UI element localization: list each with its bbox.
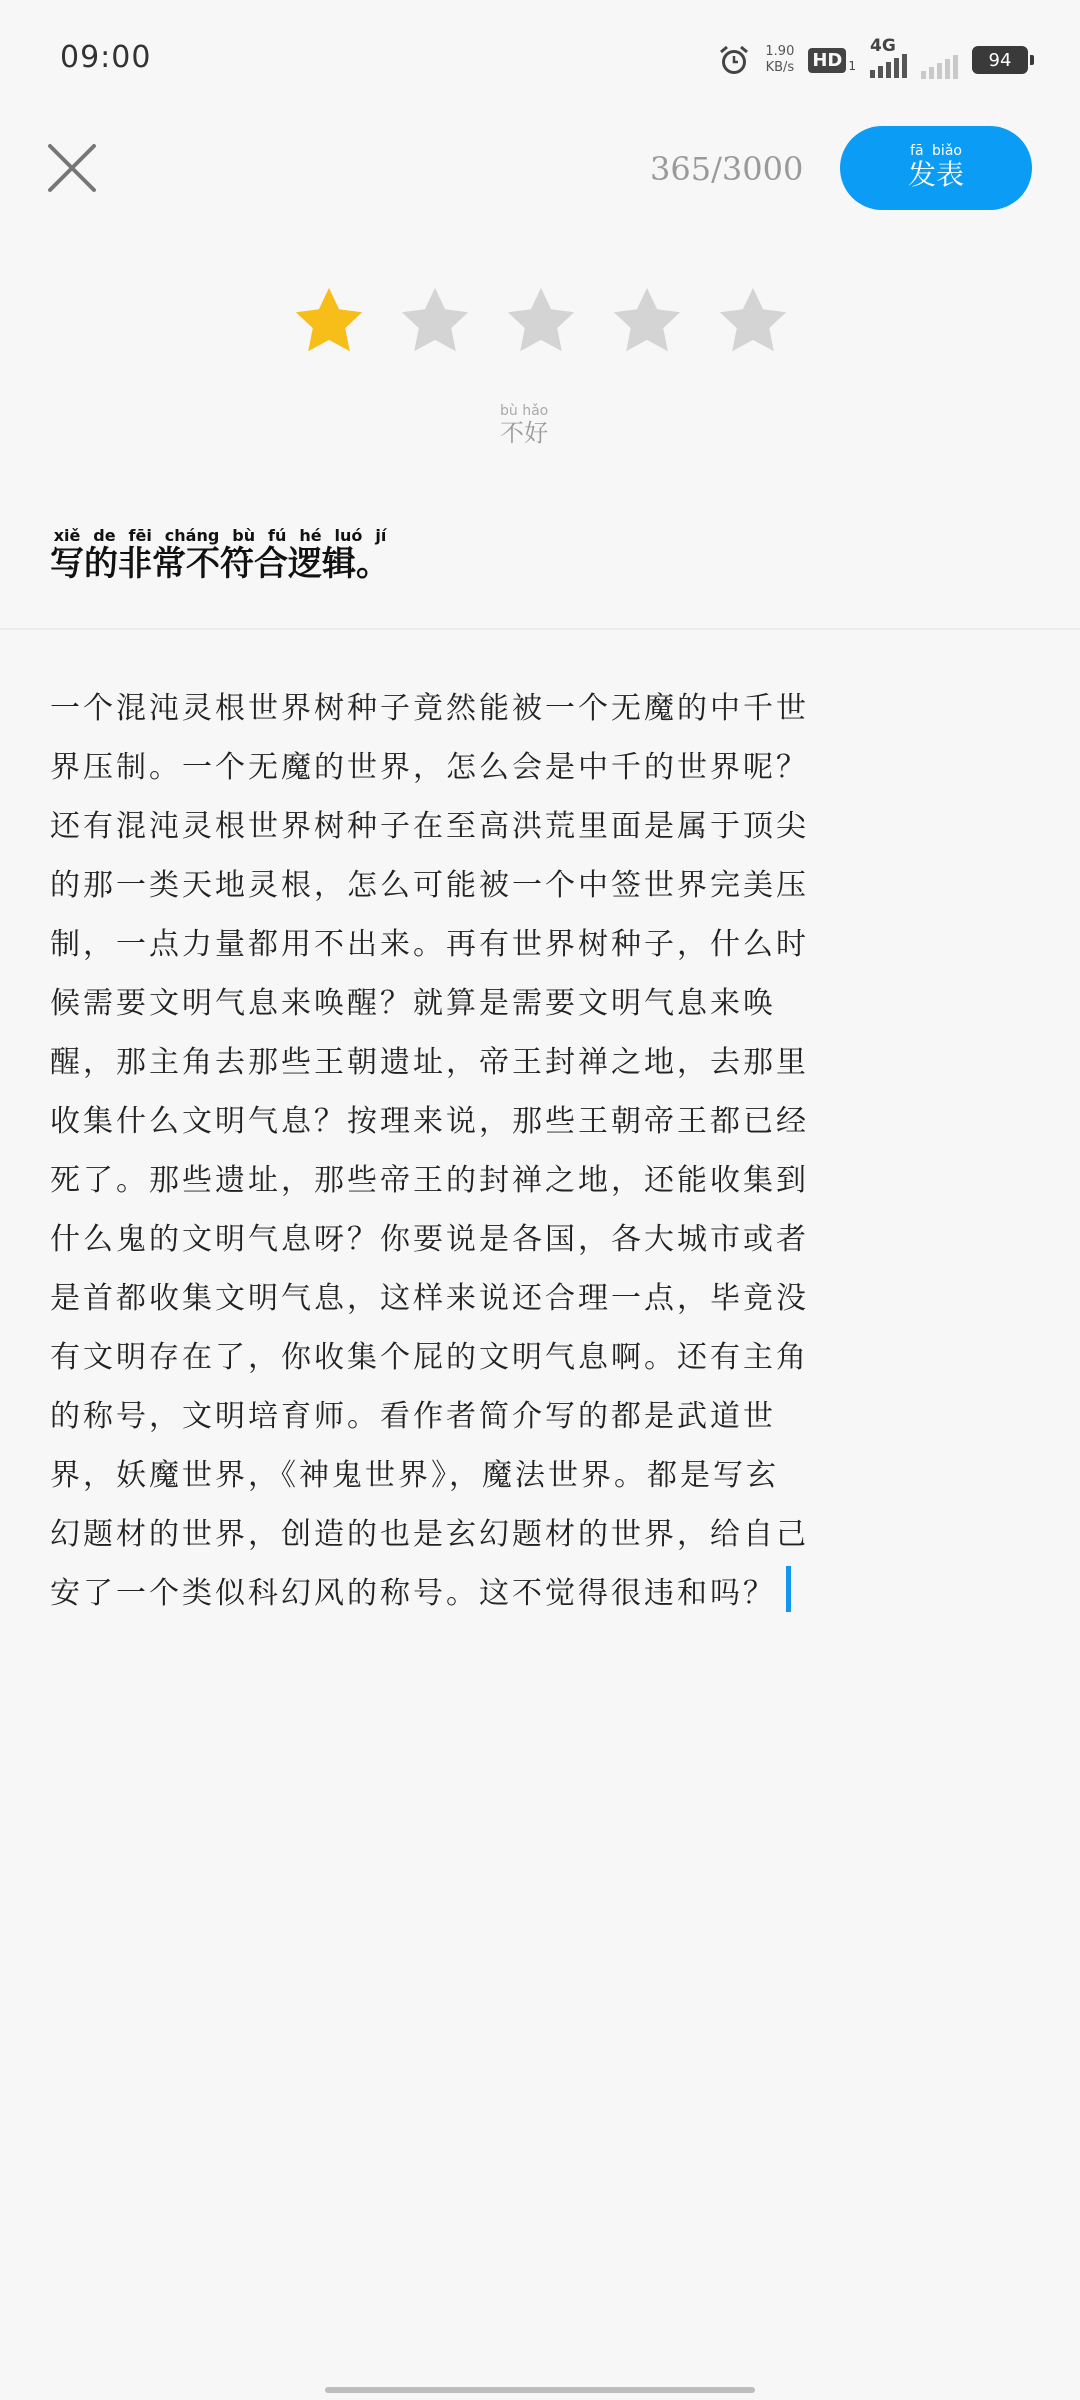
review-line: 安了一个类似科幻风的称号。这不觉得很违和吗？ <box>50 1576 776 1611</box>
star-icon-3[interactable] <box>502 282 580 360</box>
review-line: 幻题材的世界，创造的也是玄幻题材的世界，给自己 <box>50 1517 809 1552</box>
review-line: 还有混沌灵根世界树种子在至高洪荒里面是属于顶尖 <box>50 809 809 844</box>
review-line: 有文明存在了，你收集个屁的文明气息啊。还有主角 <box>50 1340 809 1375</box>
publish-label: 发表fā biǎo <box>907 142 964 191</box>
battery-level: 94 <box>988 49 1012 71</box>
review-line-last <box>50 1553 1010 1612</box>
star-icon-5[interactable] <box>714 282 792 360</box>
battery-icon <box>972 46 1028 74</box>
status-bar <box>0 0 1080 120</box>
review-body[interactable] <box>50 668 1010 1612</box>
review-line: 的那一类天地灵根，怎么可能被一个中签世界完美压 <box>50 868 809 903</box>
signal-icon <box>870 36 907 78</box>
review-line: 收集什么文明气息？按理来说，那些王朝帝王都已经 <box>50 1104 809 1139</box>
review-title[interactable]: 写的非常不符合逻辑。xiě de fēi cháng bù fú hé luó jí <box>50 526 390 584</box>
review-line: 死了。那些遗址，那些帝王的封禅之地，还能收集到 <box>50 1163 809 1198</box>
review-line: 界压制。一个无魔的世界，怎么会是中千的世界呢？ <box>50 750 809 785</box>
review-line: 什么鬼的文明气息呀？你要说是各国，各大城市或者 <box>50 1222 809 1257</box>
review-line: 界，妖魔世界，《神鬼世界》，魔法世界。都是写玄 <box>50 1458 779 1493</box>
review-line: 候需要文明气息来唤醒？就算是需要文明气息来唤 <box>50 986 776 1021</box>
review-line: 的称号，文明培育师。看作者简介写的都是武道世 <box>50 1399 776 1434</box>
net-speed-value: 1.90 <box>765 44 795 59</box>
divider <box>0 628 1080 630</box>
status-icons <box>717 38 1028 82</box>
star-icon-1[interactable] <box>290 282 368 360</box>
review-line: 是首都收集文明气息，这样来说还合理一点，毕竟没 <box>50 1281 809 1316</box>
alarm-icon <box>717 43 751 77</box>
hd-icon <box>808 48 856 73</box>
home-indicator[interactable] <box>325 2387 755 2393</box>
signal-bars-secondary <box>921 53 958 79</box>
net-speed <box>765 44 794 76</box>
publish-button[interactable] <box>840 126 1032 210</box>
text-cursor <box>786 1566 791 1612</box>
net-speed-unit: KB/s <box>765 60 795 75</box>
close-icon <box>50 146 94 190</box>
network-type: 4G <box>870 36 896 56</box>
review-line: 一个混沌灵根世界树种子竟然能被一个无魔的中千世 <box>50 691 809 726</box>
review-line: 制，一点力量都用不出来。再有世界树种子，什么时 <box>50 927 809 962</box>
review-line: 醒，那主角去那些王朝遗址，帝王封禅之地，去那里 <box>50 1045 809 1080</box>
status-time: 09:00 <box>60 40 152 75</box>
star-icon-2[interactable] <box>396 282 474 360</box>
hd-badge: HD <box>808 48 846 73</box>
close-button[interactable] <box>44 140 100 196</box>
char-counter: 365/3000 <box>650 150 804 188</box>
star-icon-4[interactable] <box>608 282 686 360</box>
star-rating[interactable] <box>290 282 792 360</box>
rating-label: 不好bù hǎo <box>500 403 549 447</box>
hd-sub: 1 <box>848 58 856 73</box>
